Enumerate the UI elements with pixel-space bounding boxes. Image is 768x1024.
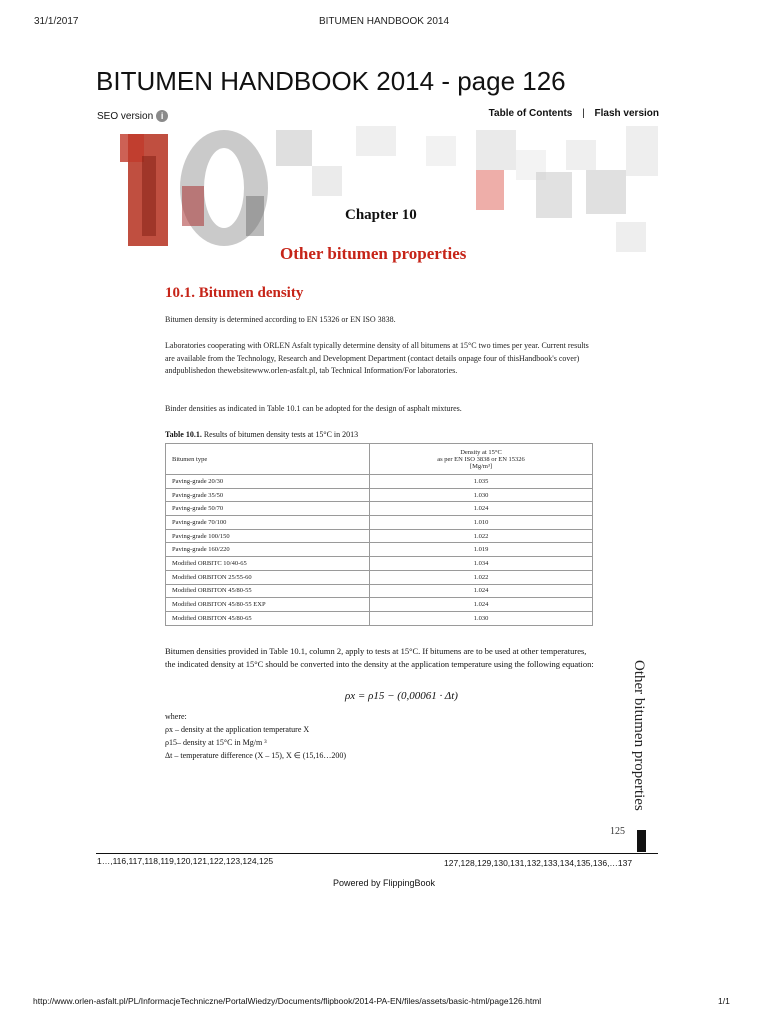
table-row: [166, 475, 593, 489]
powered-by-link[interactable]: Powered by FlippingBook: [332, 878, 436, 888]
print-header: [0, 8, 768, 28]
table-caption: [165, 430, 358, 439]
table-cell: Paving-grade 20/30: [166, 475, 370, 489]
paragraph: Binder densities as indicated in Table 10.1 can be adopted for the design of asphalt mixtures.: [165, 404, 462, 413]
density-header-line: Density at 15°C: [460, 448, 502, 456]
divider: [96, 853, 658, 854]
table-cell: 1.034: [370, 557, 593, 571]
table-cell: 1.022: [370, 570, 593, 584]
table-row: [166, 611, 593, 625]
table-cell: Paving-grade 70/100: [166, 516, 370, 530]
table-caption-label: Table 10.1.: [165, 430, 202, 439]
table-cell: 1.010: [370, 516, 593, 530]
page-title: BITUMEN HANDBOOK 2014 - page 126: [96, 66, 566, 96]
link-separator: |: [582, 108, 585, 119]
table-cell: 1.030: [370, 611, 593, 625]
table-header-row: [166, 444, 593, 475]
table-header-cell: [370, 444, 593, 475]
table-cell: Paving-grade 160/220: [166, 543, 370, 557]
seo-version-label: SEO version: [97, 110, 154, 122]
where-definition: Δt – temperature difference (X – 15), X ∈ (15,16…200): [165, 751, 347, 760]
paragraph: Bitumen density is determined according to EN 15326 or EN ISO 3838.: [165, 315, 396, 324]
chapter-subtitle: Other bitumen properties: [280, 244, 467, 263]
table-row: [166, 584, 593, 598]
density-equation: ρx = ρ15 − (0,00061 · Δt): [345, 690, 458, 702]
page-marker-bar: [637, 830, 646, 852]
table-row: [166, 570, 593, 584]
table-caption-text: Results of bitumen density tests at 15°C in 2013: [203, 430, 359, 439]
table-cell: Modified ORBITC 10/40-65: [166, 557, 370, 571]
table-row: [166, 557, 593, 571]
paragraph: Laboratories cooperating with ORLEN Asfalt typically determine density of all bitumens at 15°C two times per year. Current results are available from the Technology, Research and Development Department (contact details onpage four of thisHandbook's cover) andpublishedon thewebsitewww.orlen-asfalt.pl, tab Technical Information/For laboratories.: [165, 341, 589, 375]
table-header-cell: Bitumen type: [166, 444, 370, 475]
table-row: [166, 516, 593, 530]
scan-page-number: 125: [610, 826, 625, 837]
print-title: BITUMEN HANDBOOK 2014: [318, 16, 450, 27]
print-footer-page-count: 1/1: [718, 996, 730, 1006]
density-table: [165, 443, 593, 626]
table-row: [166, 543, 593, 557]
density-header-line: as per EN ISO 3838 or EN 15326: [437, 455, 525, 463]
info-icon[interactable]: i: [156, 110, 168, 122]
table-cell: 1.024: [370, 502, 593, 516]
table-row: [166, 529, 593, 543]
seo-version-link[interactable]: [97, 110, 168, 122]
table-cell: 1.030: [370, 488, 593, 502]
side-running-head: Other bitumen properties: [631, 660, 647, 811]
table-cell: Paving-grade 35/50: [166, 488, 370, 502]
conversion-paragraph: Bitumen densities provided in Table 10.1, column 2, apply to tests at 15°C. If bitumens are to be used at other temperatures, the indicated density at 15°C should be converted into the density at the application temperature using the following equation:: [165, 646, 594, 669]
table-row: [166, 598, 593, 612]
next-pages-links[interactable]: 127,128,129,130,131,132,133,134,135,136,…137: [444, 858, 633, 868]
section-heading: 10.1. Bitumen density: [165, 285, 304, 301]
where-label: where:: [165, 712, 187, 721]
top-links: [489, 108, 659, 119]
table-cell: Modified ORBITON 45/80-55 EXP: [166, 598, 370, 612]
next-pages-nav: [444, 858, 632, 868]
table-row: [166, 502, 593, 516]
table-cell: 1.024: [370, 598, 593, 612]
chapter-label: Chapter 10: [345, 207, 417, 223]
table-cell: 1.035: [370, 475, 593, 489]
prev-pages-nav: [97, 856, 273, 866]
density-header-line: [Mg/m³]: [469, 462, 493, 470]
table-cell: Paving-grade 50/70: [166, 502, 370, 516]
where-definition: ρx – density at the application temperature X: [165, 725, 310, 734]
print-date: 31/1/2017: [34, 16, 79, 27]
table-row: [166, 488, 593, 502]
flash-version-link[interactable]: Flash version: [594, 108, 659, 119]
prev-pages-links[interactable]: 1…,116,117,118,119,120,121,122,123,124,125: [97, 856, 274, 866]
table-cell: 1.022: [370, 529, 593, 543]
where-definition: ρ15– density at 15°C in Mg/m ³: [165, 738, 267, 747]
table-cell: Modified ORBITON 45/80-65: [166, 611, 370, 625]
table-of-contents-link[interactable]: Table of Contents: [488, 108, 573, 119]
print-footer-url: http://www.orlen-asfalt.pl/PL/InformacjeTechniczne/PortalWiedzy/Documents/flipbook/2014-PA-EN/files/assets/basic-html/page126.html: [33, 996, 542, 1006]
table-cell: Paving-grade 100/150: [166, 529, 370, 543]
table-cell: 1.019: [370, 543, 593, 557]
table-cell: 1.024: [370, 584, 593, 598]
table-cell: Modified ORBITON 25/55-60: [166, 570, 370, 584]
table-cell: Modified ORBITON 45/80-55: [166, 584, 370, 598]
